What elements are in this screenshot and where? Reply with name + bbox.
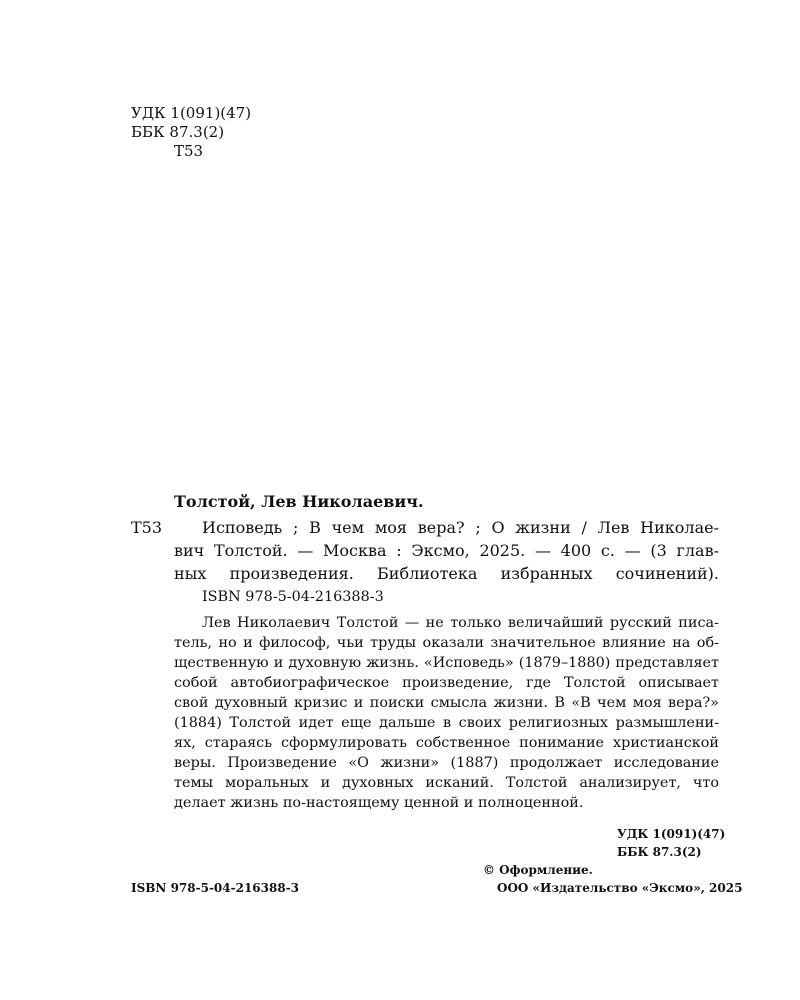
author-mark-top: Т53 bbox=[174, 142, 204, 160]
design-copyright: © Оформление. bbox=[483, 863, 593, 877]
annotation-line: веры. Произведение «О жизни» (1887) продолжает исследование bbox=[174, 755, 719, 771]
annotation-line: свой духовный кризис и поиски смысла жизни. В «В чем моя вера?» bbox=[174, 695, 719, 711]
title-block-2 bbox=[174, 539, 719, 562]
footer-isbn: ISBN 978-5-04-216388-3 bbox=[131, 881, 300, 895]
udk-code-bottom: УДК 1(091)(47) bbox=[617, 827, 726, 841]
isbn-entry: ISBN 978-5-04-216388-3 bbox=[202, 589, 384, 605]
publisher-copyright: ООО «Издательство «Эксмо», 2025 bbox=[497, 881, 743, 895]
annotation-line: тель, но и философ, чьи труды оказали значительное влияние на об- bbox=[174, 635, 719, 651]
author-heading: Толстой, Лев Николаевич. bbox=[174, 492, 424, 511]
annotation-line: щественную и духовную жизнь. «Исповедь» (1879–1880) представляет bbox=[174, 655, 719, 671]
title-line: вич Толстой. — Москва : Эксмо, 2025. — 400 с. — (3 глав- bbox=[174, 541, 719, 560]
annotation bbox=[174, 613, 719, 813]
annotation-line: темы моральных и духовных исканий. Толстой анализирует, что bbox=[174, 775, 719, 791]
annotation-line: собой автобиографическое произведение, где Толстой описывает bbox=[174, 675, 719, 691]
title-block bbox=[174, 516, 719, 539]
bbk-code-bottom: ББК 87.3(2) bbox=[617, 845, 702, 859]
title-block-3 bbox=[174, 562, 719, 585]
author-mark: Т53 bbox=[131, 518, 163, 537]
title-line: Исповедь ; В чем моя вера? ; О жизни / Лев Николае- bbox=[202, 518, 719, 537]
udk-code-top: УДК 1(091)(47) bbox=[131, 104, 252, 122]
title-line: ных произведения. Библиотека избранных сочинений). bbox=[174, 564, 719, 583]
annotation-line: Лев Николаевич Толстой — не только величайший русский писа- bbox=[202, 615, 719, 631]
annotation-line: ях, стараясь сформулировать собственное понимание христианской bbox=[174, 735, 719, 751]
annotation-line: делает жизнь по-настоящему ценной и полноценной. bbox=[174, 795, 584, 811]
annotation-line: (1884) Толстой идет еще дальше в своих религиозных размышлени- bbox=[174, 715, 719, 731]
bbk-code-top: ББК 87.3(2) bbox=[131, 123, 225, 141]
